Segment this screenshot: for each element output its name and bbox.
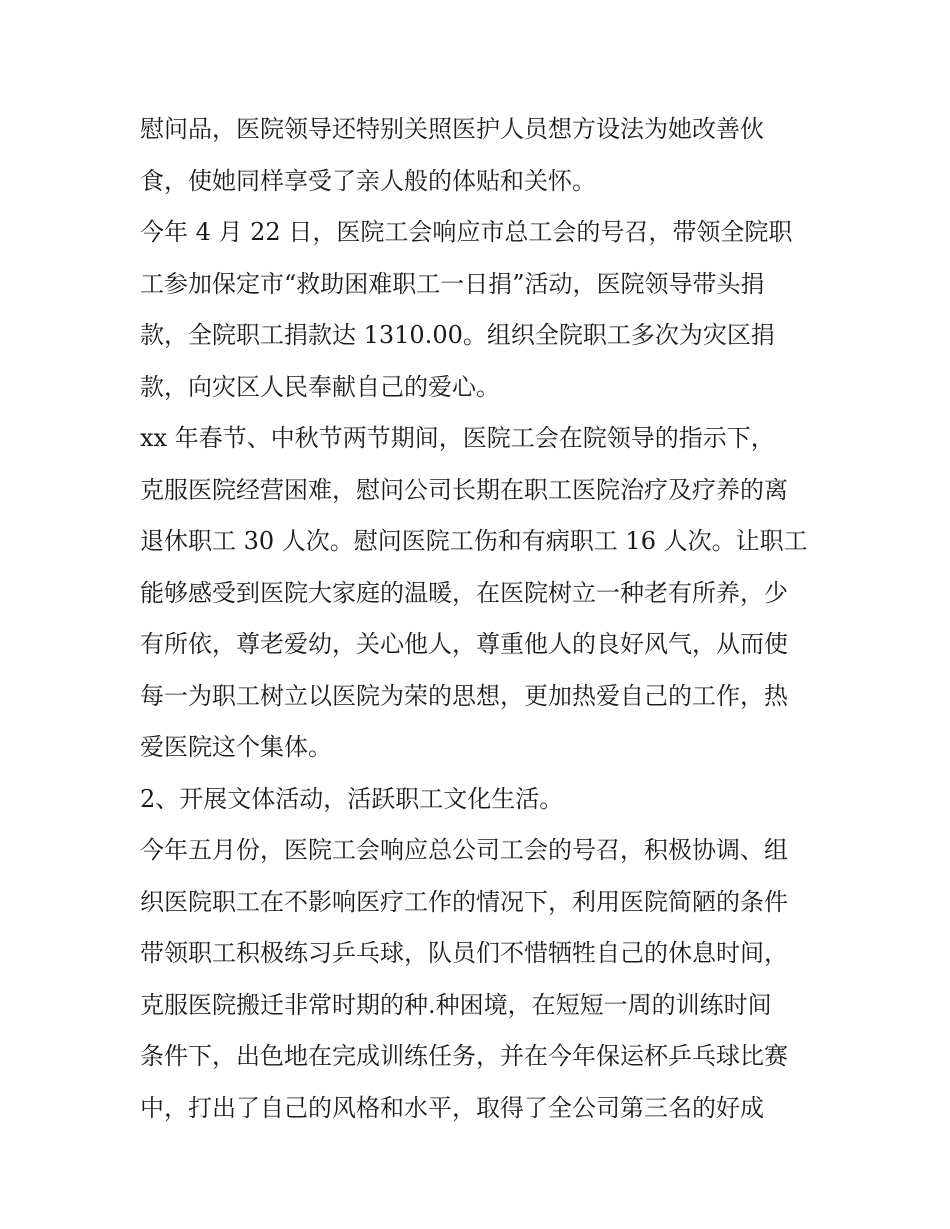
text-line: 爱医院这个集体。: [140, 733, 332, 761]
text-line: 款，全院职工捐款达 1310.00。组织全院职工多次为灾区捐: [140, 321, 775, 349]
text-line: 食，使她同样享受了亲人般的体贴和关怀。: [140, 166, 596, 195]
text-line: 克服医院搬迁非常时期的种.种困境，在短短一周的训练时间: [140, 990, 772, 1019]
document-body: [140, 104, 820, 1134]
text-line: 款，向灾区人民奉献自己的爱心。: [140, 372, 500, 401]
text-line: 织医院职工在不影响医疗工作的情况下，利用医院简陋的条件: [140, 887, 788, 916]
text-line: 克服医院经营困难，慰问公司长期在职工医院治疗及疗养的离: [140, 475, 788, 504]
text-line: 退休职工 30 人次。慰问医院工伤和有病职工 16 人次。让职工: [140, 527, 808, 555]
text-line: 工参加保定市“救助困难职工一日捐”活动，医院领导带头捐: [140, 269, 765, 298]
section-heading: 2、开展文体活动，活跃职工文化生活。: [140, 784, 564, 813]
text-line: 带领职工积极练习乒乓球，队员们不惜牺牲自己的休息时间，: [140, 939, 788, 967]
text-line: 有所依，尊老爱幼，关心他人，尊重他人的良好风气，从而使: [140, 630, 788, 658]
text-line: 能够感受到医院大家庭的温暖，在医院树立一种老有所养，少: [140, 578, 788, 607]
text-line: 每一为职工树立以医院为荣的思想，更加热爱自己的工作，热: [140, 681, 788, 710]
text-line: 今年五月份，医院工会响应总公司工会的号召，积极协调、组: [140, 836, 788, 864]
text-line: 条件下，出色地在完成训练任务，并在今年保运杯乒乓球比赛: [140, 1042, 788, 1070]
text-line: 今年 4 月 22 日，医院工会响应市总工会的号召，带领全院职: [140, 218, 793, 246]
text-line: 中，打出了自己的风格和水平，取得了全公司第三名的好成: [140, 1093, 764, 1122]
text-line: 慰问品，医院领导还特别关照医护人员想方设法为她改善伙: [140, 115, 764, 143]
text-line: xx 年春节、中秋节两节期间，医院工会在院领导的指示下，: [140, 424, 775, 452]
